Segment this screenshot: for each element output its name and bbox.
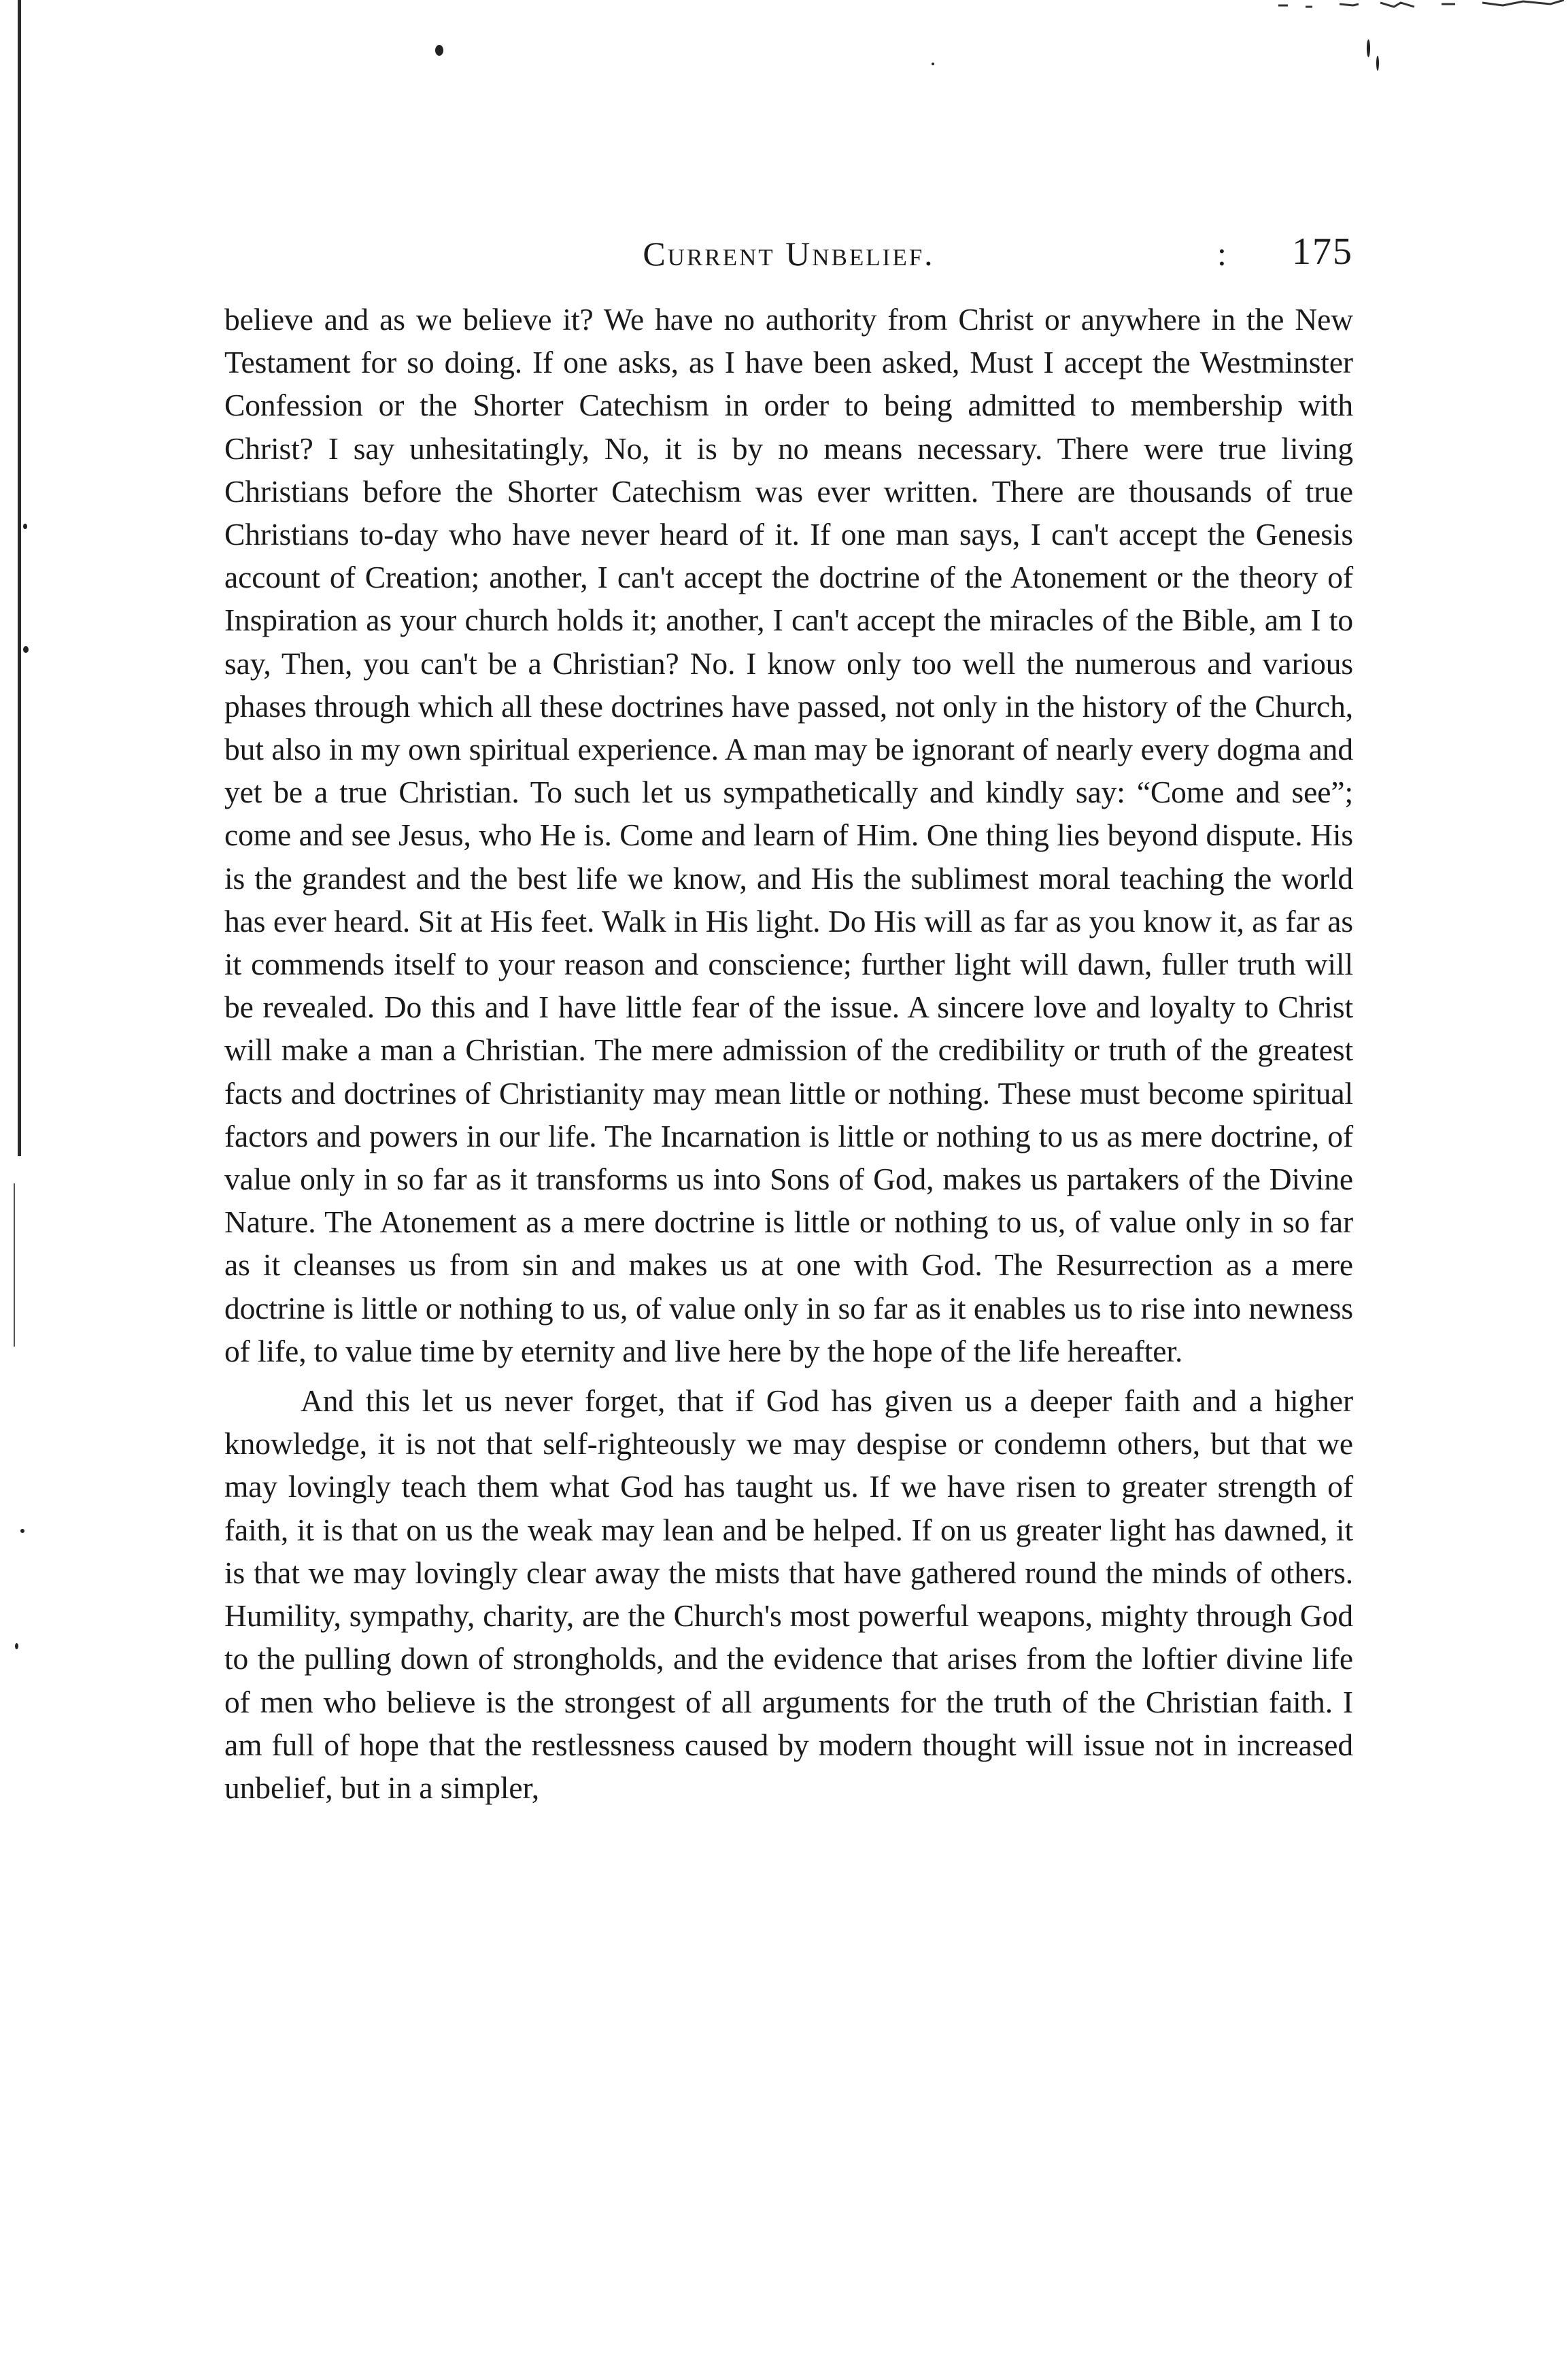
ink-speck xyxy=(932,63,934,65)
ink-speck xyxy=(1376,56,1379,71)
ink-speck xyxy=(1367,39,1370,57)
scan-noise xyxy=(1278,0,1564,20)
binding-edge-mark xyxy=(14,1183,15,1347)
binding-edge xyxy=(18,0,21,1156)
ink-speck xyxy=(20,1529,24,1533)
body-text xyxy=(224,298,1353,1809)
ink-speck xyxy=(435,45,443,56)
running-head xyxy=(224,224,1353,286)
running-title: Current Unbelief. xyxy=(643,235,935,273)
page-number: 175 xyxy=(1292,231,1353,273)
paragraph: believe and as we believe it? We have no authority from Christ or anywhere in the New Testament for so doing. If one asks, as I have been asked, Must I accept the Westminster Confession or the Shorter Catechism in order to being admitted to membership with Christ? I say unhesitatingly, No, it is by no means necessary. There were true living Christians before the Shorter Catechism was ever written. There are thousands of true Christians to-day who have never heard of it. If one man says, I can't accept the Genesis account of Creation; another, I can't accept the doctrine of the Atonement or the theory of Inspiration as your church holds it; another, I can't accept the miracles of the Bible, am I to say, Then, you can't be a Christian? No. I know only too well the numerous and various phases through which all these doctrines have passed, not only in the history of the Church, but also in my own spiritual experience. A man may be ignorant of nearly every dogma and yet be a true Christian. To such let us sympathetically and kindly say: “Come and see”; come and see Jesus, who He is. Come and learn of Him. One thing lies beyond dispute. His is the grandest and the best life we know, and His the sublimest moral teaching the world has ever heard. Sit at His feet. Walk in His light. Do His will as far as you know it, as far as it commends itself to your reason and conscience; further light will dawn, fuller truth will be revealed. Do this and I have little fear of the issue. A sincere love and loyalty to Christ will make a man a Christian. The mere admission of the credibility or truth of the greatest facts and doctrines of Christianity may mean little or nothing. These must become spiritual factors and powers in our life. The Incarnation is little or nothing to us as mere doctrine, of value only in so far as it transforms us into Sons of God, makes us partakers of the Divine Nature. The Atonement as a mere doctrine is little or nothing to us, of value only in so far as it cleanses us from sin and makes us at one with God. The Resurrection as a mere doctrine is little or nothing to us, of value only in so far as it enables us to rise into newness of life, to value time by eternity and live here by the hope of the life hereafter. xyxy=(224,302,1353,1368)
ink-speck xyxy=(15,1643,18,1649)
paragraph: And this let us never forget, that if God has given us a deeper faith and a higher knowledge, it is not that self-righteously we may despise or condemn others, but that we may lovingly teach them what God has taught us. If we have risen to greater strength of faith, it is that on us the weak may lean and be helped. If on us greater light has dawned, it is that we may lovingly clear away the mists that have gathered round the minds of others. Humility, sympathy, charity, are the Church's most powerful weapons, mighty through God to the pulling down of strongholds, and the evidence that arises from the loftier divine life of men who believe is the strongest of all arguments for the truth of the Christian faith. I am full of hope that the restlessness caused by modern thought will issue not in increased unbelief, but in a simpler, xyxy=(224,1383,1353,1805)
ink-speck xyxy=(23,524,27,529)
ink-speck xyxy=(23,646,29,653)
header-separator: : xyxy=(1217,235,1227,273)
